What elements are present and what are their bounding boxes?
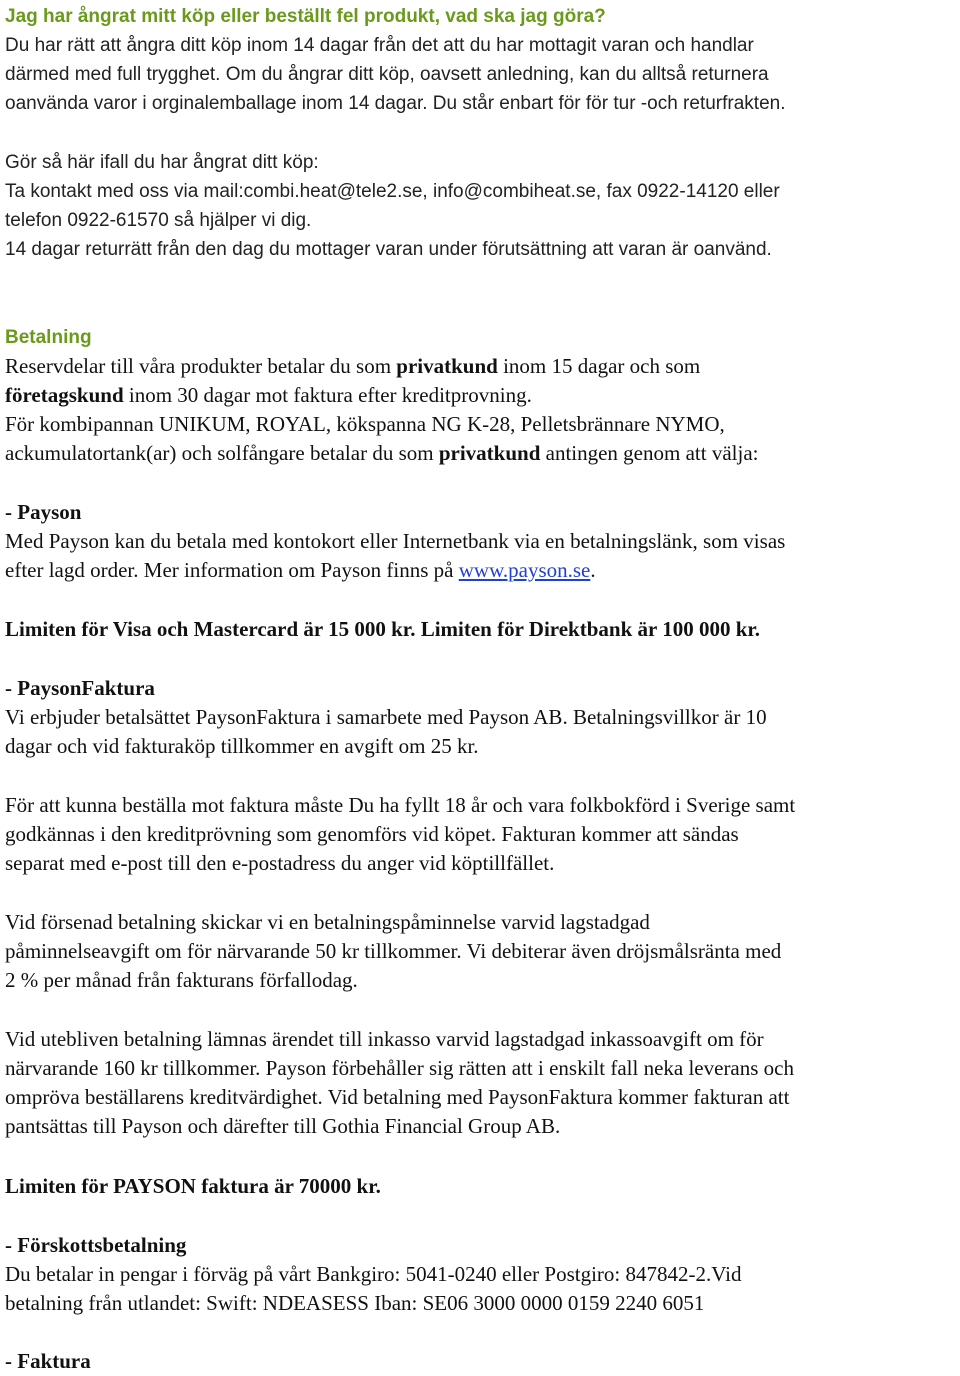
paysonfaktura-heading: - PaysonFaktura	[5, 676, 155, 700]
payment-emphasis: privatkund	[438, 441, 541, 465]
card-limits: Limiten för Visa och Mastercard är 15 000 kr. Limiten för Direktbank är 100 000 kr.	[5, 617, 761, 641]
payment-line: För kombipannan UNIKUM, ROYAL, kökspanna NG K-28, Pelletsbrännare NYMO,	[5, 412, 725, 436]
paysonfaktura-line: ompröva beställarens kreditvärdighet. Vid betalning med PaysonFaktura kommer fakturan att	[5, 1085, 790, 1109]
paysonfaktura-line: närvarande 160 kr tillkommer. Payson förbehåller sig rätten att i enskilt fall neka leverans och	[5, 1056, 794, 1080]
paysonfaktura-line: Vid försenad betalning skickar vi en betalningspåminnelse varvid lagstadgad	[5, 910, 650, 934]
returns-heading: Jag har ångrat mitt köp eller beställt fel produkt, vad ska jag göra?	[5, 6, 606, 27]
prepayment-line: betalning från utlandet: Swift: NDEASESS Iban: SE06 3000 0000 0159 2240 6051	[5, 1291, 705, 1315]
payment-text: inom 30 dagar mot faktura efter kreditprovning.	[123, 383, 532, 407]
returns-contact-line: telefon 0922-61570 så hjälper vi dig.	[5, 210, 312, 231]
returns-contact-line: Ta kontakt med oss via mail:combi.heat@tele2.se, info@combiheat.se, fax 0922-14120 eller	[5, 181, 780, 202]
payment-heading: Betalning	[5, 327, 92, 348]
invoice-heading: - Faktura	[5, 1349, 91, 1373]
payment-line	[5, 439, 758, 468]
payson-text: .	[590, 558, 596, 582]
paysonfaktura-limit: Limiten för PAYSON faktura är 70000 kr.	[5, 1174, 381, 1198]
returns-intro-line: Du har rätt att ångra ditt köp inom 14 dagar från det att du har mottagit varan och handlar	[5, 35, 754, 56]
payson-line: Med Payson kan du betala med kontokort eller Internetbank via en betalningslänk, som visas	[5, 529, 786, 553]
returns-howto-line: Gör så här ifall du har ångrat ditt köp:	[5, 152, 319, 173]
payment-text: Reservdelar till våra produkter betalar du som	[5, 354, 397, 378]
payment-line	[5, 381, 532, 410]
paysonfaktura-line: Vid utebliven betalning lämnas ärendet till inkasso varvid lagstadgad inkassoavgift om för	[5, 1027, 764, 1051]
payment-text: antingen genom att välja:	[540, 441, 759, 465]
paysonfaktura-line: separat med e-post till den e-postadress du anger vid köptillfället.	[5, 851, 555, 875]
payson-line	[5, 556, 596, 585]
payment-text: ackumulatortank(ar) och solfångare betalar du som	[5, 441, 439, 465]
returns-intro-line: oanvända varor i orginalemballage inom 14 dagar. Du står enbart för för tur -och returfrakten.	[5, 93, 786, 114]
payson-text: efter lagd order. Mer information om Payson finns på	[5, 558, 459, 582]
paysonfaktura-line: godkännas i den kreditprövning som genomförs vid köpet. Fakturan kommer att sändas	[5, 822, 739, 846]
payment-line	[5, 352, 700, 381]
payment-text: inom 15 dagar och som	[497, 354, 701, 378]
returns-policy-line: 14 dagar returrätt från den dag du mottager varan under förutsättning att varan är oanvänd.	[5, 239, 772, 260]
paysonfaktura-line: 2 % per månad från fakturans förfallodag.	[5, 968, 358, 992]
payson-link[interactable]: www.payson.se	[458, 558, 591, 582]
paysonfaktura-line: pantsättas till Payson och därefter till Gothia Financial Group AB.	[5, 1114, 561, 1138]
paysonfaktura-line: Vi erbjuder betalsättet PaysonFaktura i samarbete med Payson AB. Betalningsvillkor är 10	[5, 705, 767, 729]
paysonfaktura-line: påminnelseavgift om för närvarande 50 kr tillkommer. Vi debiterar även dröjsmålsränta med	[5, 939, 782, 963]
payson-heading: - Payson	[5, 500, 82, 524]
payment-emphasis: privatkund	[396, 354, 498, 378]
paysonfaktura-line: För att kunna beställa mot faktura måste Du ha fyllt 18 år och vara folkbokförd i Sverige samt	[5, 793, 796, 817]
prepayment-line: Du betalar in pengar i förväg på vårt Bankgiro: 5041-0240 eller Postgiro: 847842-2.Vid	[5, 1262, 742, 1286]
prepayment-heading: - Förskottsbetalning	[5, 1233, 187, 1257]
payment-emphasis: företagskund	[5, 383, 124, 407]
returns-intro-line: därmed med full trygghet. Om du ångrar ditt köp, oavsett anledning, kan du alltså returnera	[5, 64, 769, 85]
paysonfaktura-line: dagar och vid fakturaköp tillkommer en avgift om 25 kr.	[5, 734, 479, 758]
